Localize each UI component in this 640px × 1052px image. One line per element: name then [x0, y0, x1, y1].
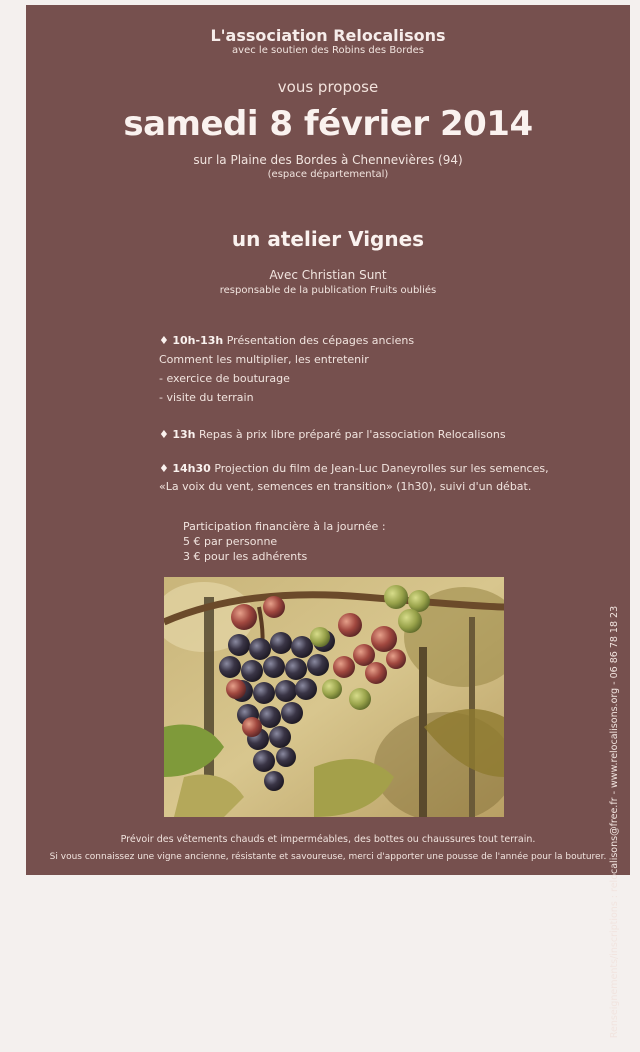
grapes-illustration: [164, 577, 504, 817]
program-text-2: Repas à prix libre préparé par l'association Relocalisons: [199, 428, 506, 441]
event-date: samedi 8 février 2014: [123, 104, 533, 144]
program-line: - visite du terrain: [159, 391, 254, 404]
event-location-detail: (espace départemental): [267, 169, 389, 180]
program-line: Comment les multiplier, les entretenir: [159, 353, 369, 366]
program-time-3: 14h30: [172, 462, 211, 475]
event-location: sur la Plaine des Bordes à Chennevières (94): [193, 153, 463, 167]
bullet-icon: ♦: [159, 428, 169, 441]
host-role: responsable de la publication Fruits oubliés: [219, 285, 437, 296]
proposes-line: vous propose: [277, 78, 379, 96]
program-time-2: 13h: [172, 428, 196, 441]
program-item-1: [159, 334, 414, 347]
program-item-2: [159, 428, 506, 441]
program-line: «La voix du vent, semences en transition» (1h30), suivi d'un débat.: [159, 480, 532, 493]
contact-info: Renseignements/inscriptions : relocalisons@free.fr - www.relocalisons.org - 06 86 78 18 23: [609, 605, 620, 1039]
organization-name: L'association Relocalisons: [210, 26, 446, 45]
grapes-photo: [164, 577, 504, 817]
program-line: - exercice de bouturage: [159, 372, 290, 385]
workshop-host: Avec Christian Sunt: [269, 268, 387, 282]
program-item-3: [159, 462, 549, 475]
bullet-icon: ♦: [159, 334, 169, 347]
footer-line-2: Si vous connaissez une vigne ancienne, résistante et savoureuse, merci d'apporter une pousse de l'année pour la bouturer.: [49, 852, 607, 862]
fee-per-person: 5 € par personne: [183, 535, 278, 548]
program-time-1: 10h-13h: [172, 334, 224, 347]
workshop-title: un atelier Vignes: [231, 227, 425, 251]
bullet-icon: ♦: [159, 462, 169, 475]
flyer: [26, 5, 630, 1039]
footer-line-1: Prévoir des vêtements chauds et imperméables, des bottes ou chaussures tout terrain.: [120, 834, 536, 845]
fee-members: 3 € pour les adhérents: [183, 550, 308, 563]
support-line: avec le soutien des Robins des Bordes: [232, 45, 424, 56]
fee-title: Participation financière à la journée :: [183, 520, 386, 533]
program-text-1: Présentation des cépages anciens: [226, 334, 415, 347]
program-text-3: Projection du film de Jean-Luc Daneyrolles sur les semences,: [214, 462, 549, 475]
